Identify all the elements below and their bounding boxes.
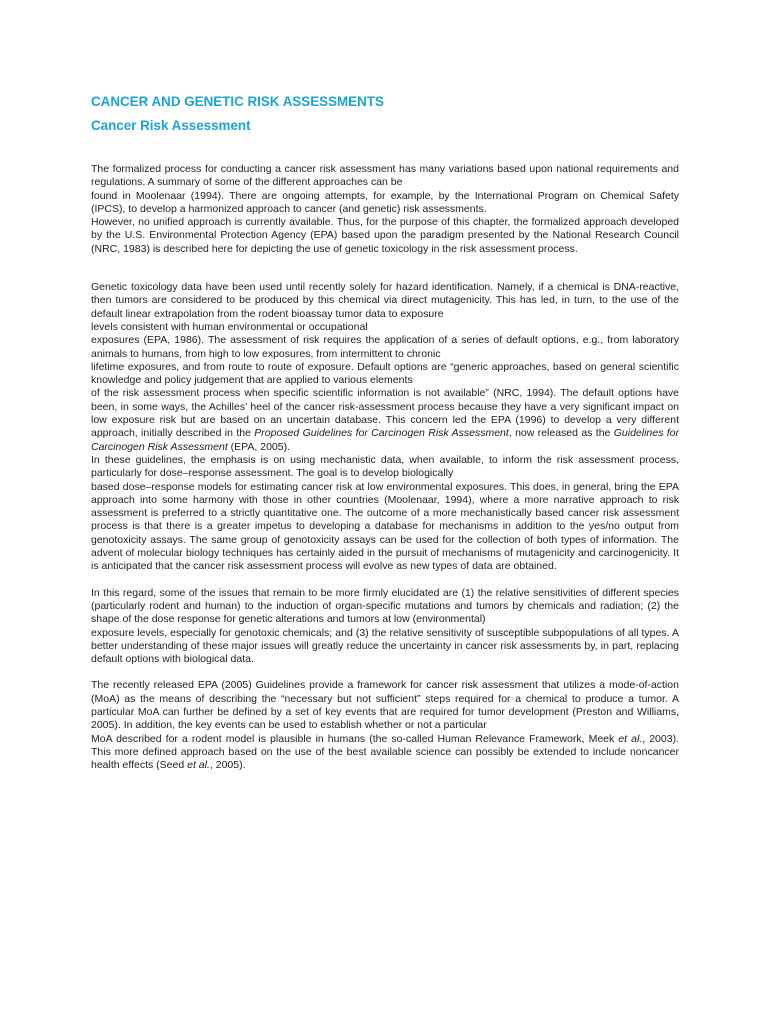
paragraph-line: However, no unified approach is currently available. Thus, for the purpose of this chapter, the formalized approach developed by the U.S. Environmental Protection Agency (EPA) based upon the paradigm presented by the National Research Council (NRC, 1983) is described here for depicting the use of genetic toxicology in the risk assessment process.: [91, 216, 679, 255]
subsection-heading: Cancer Risk Assessment: [91, 118, 251, 133]
paragraph-line: of the risk assessment process when specific scientific information is not available” (NRC, 1994). The default options have been, in some ways, the Achilles’ heel of the cancer risk-assessment process because they have a very significant impact on low exposure risk but are based on an uncertain database. This concern led the EPA (1996) to develop a very different approach, initially described in the Proposed Guidelines for Carcinogen Risk Assessment, now released as the Guidelines for Carcinogen Risk Assessment (EPA, 2005).: [91, 387, 679, 453]
paragraph-1: [91, 163, 679, 256]
paragraph-line: MoA described for a rodent model is plausible in humans (the so-called Human Relevance Framework, Meek et al., 2003). This more defined approach based on the use of the best available science can possibly be extended to include noncancer health effects (Seed et al., 2005).: [91, 732, 679, 772]
paragraph-line: In this regard, some of the issues that remain to be more firmly elucidated are (1) the relative sensitivities of different species (particularly rodent and human) to the induction of organ-specific mutations and tumors by chemicals and radiation; (2) the shape of the dose response for genetic alterations and tumors at low (environmental): [91, 586, 679, 626]
paragraph-line: lifetime exposures, and from route to route of exposure. Default options are “generic approaches, based on general scientific knowledge and policy judgement that are applied to various elements: [91, 360, 679, 387]
section-heading: CANCER AND GENETIC RISK ASSESSMENTS: [91, 94, 384, 109]
paragraph-line: found in Moolenaar (1994). There are ongoing attempts, for example, by the International Program on Chemical Safety (IPCS), to develop a harmonized approach to cancer (and genetic) risk assessments.: [91, 189, 679, 215]
paragraph-line: based dose–response models for estimating cancer risk at low environmental exposures. This does, in general, bring the EPA approach into some harmony with those in other countries (Moolenaar, 1994), where a more narrative approach to risk assessment is preferred to a strictly quantitative one. The outcome of a more mechanistically based cancer risk assessment process is that there is a greater impetus to developing a database for mechanisms in addition to the yes/no output from genotoxicity assays. The same group of genotoxicity assays can be used for the collection of both types of information. The advent of molecular biology techniques has certainly aided in the pursuit of mechanisms of mutagenicity and carcinogenicity. It is anticipated that the cancer risk assessment process will evolve as new types of data are obtained.: [91, 480, 679, 573]
paragraph-line: In these guidelines, the emphasis is on using mechanistic data, when available, to inform the risk assessment process, particularly for dose–response assessment. The goal is to develop biologically: [91, 453, 679, 480]
paragraph-line: The formalized process for conducting a cancer risk assessment has many variations based upon national requirements and regulations. A summary of some of the different approaches can be: [91, 163, 679, 189]
paragraph-line: exposure levels, especially for genotoxic chemicals; and (3) the relative sensitivity of susceptible subpopulations of all types. A better understanding of these major issues will greatly reduce the uncertainty in cancer risk assessments by, in part, replacing default options with biological data.: [91, 626, 679, 666]
paragraph-line: levels consistent with human environmental or occupational: [91, 320, 368, 333]
paragraph-line: The recently released EPA (2005) Guidelines provide a framework for cancer risk assessment that utilizes a mode-of-action (MoA) as the means of describing the “necessary but not sufficient” steps required for a chemical to produce a tumor. A particular MoA can further be defined by a set of key events that are required for tumor development (Preston and Williams, 2005). In addition, the key events can be used to establish whether or not a particular: [91, 679, 679, 732]
paragraph-4: [91, 679, 679, 772]
document-body: [91, 93, 679, 772]
paragraph-line: Genetic toxicology data have been used until recently solely for hazard identification. Namely, if a chemical is DNA-reactive, then tumors are considered to be produced by this chemical via direct mutagenicity. This has led, in turn, to the use of the default linear extrapolation from the rodent bioassay tumor data to exposure: [91, 281, 679, 320]
paragraph-3: [91, 587, 679, 667]
paragraph-line: exposures (EPA, 1986). The assessment of risk requires the application of a series of default options, e.g., from laboratory animals to humans, from high to low exposures, from intermittent to chronic: [91, 334, 679, 360]
paragraph-2: [91, 281, 679, 574]
